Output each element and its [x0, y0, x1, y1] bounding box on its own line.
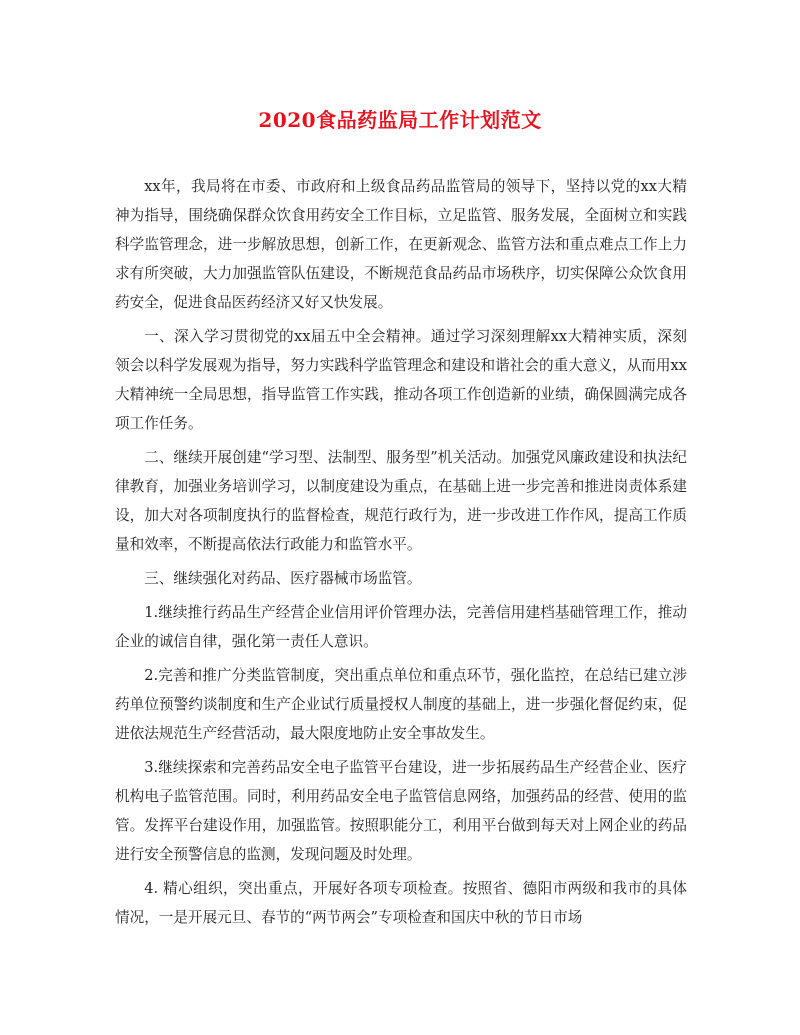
- paragraph-section-1: 一、深入学习贯彻党的xx届五中全会精神。通过学习深刻理解xx大精神实质，深刻领会以科学发展观为指导，努力实践科学监管理念和建设和谐社会的重大意义，从而用xx大精神统一全局思想，指导监管工作实践，推动各项工作创造新的业绩，确保圆满完成各项工作任务。: [115, 328, 687, 432]
- paragraph-item-4: 4. 精心组织，突出重点，开展好各项专项检查。按照省、德阳市两级和我市的具体情况，一是开展元旦、春节的“两节两会”专项检查和国庆中秋的节日市场: [115, 880, 687, 926]
- paragraph-section-3-heading: 三、继续强化对药品、医疗器械市场监管。: [144, 570, 422, 587]
- paragraph-item-2: 2.完善和推广分类监管制度，突出重点单位和重点环节，强化监控，在总结已建立涉药单位预警约谈制度和生产企业试行质量授权人制度的基础上，进一步强化督促约束，促进依法规范生产经营活动，最大限度地防止安全事故发生。: [115, 667, 687, 742]
- document-body: [115, 172, 687, 937]
- paragraph-item-1: 1.继续推行药品生产经营企业信用评价管理办法，完善信用建档基础管理工作，推动企业的诚信自律，强化第一责任人意识。: [115, 604, 687, 650]
- paragraph-item-3: 3.继续探索和完善药品安全电子监管平台建设，进一步拓展药品生产经营企业、医疗机构电子监管范围。同时，利用药品安全电子监管信息网络，加强药品的经营、使用的监管。发挥平台建设作用，加强监管。按照职能分工，利用平台做到每天对上网企业的药品进行安全预警信息的监测，发现问题及时处理。: [115, 759, 687, 863]
- paragraph-section-2: 二、继续开展创建“学习型、法制型、服务型”机关活动。加强党风廉政建设和执法纪律教育，加强业务培训学习，以制度建设为重点，在基础上进一步完善和推进岗责体系建设，加大对各项制度执行的监督检查，规范行政行为，进一步改进工作作风，提高工作质量和效率，不断提高依法行政能力和监管水平。: [115, 449, 687, 553]
- document-title: 2020食品药监局工作计划范文: [258, 108, 542, 132]
- paragraph-intro: xx年，我局将在市委、市政府和上级食品药品监管局的领导下，坚持以党的xx大精神为指导，围绕确保群众饮食用药安全工作目标，立足监管、服务发展，全面树立和实践科学监管理念，进一步解放思想，创新工作，在更新观念、监管方法和重点难点工作上力求有所突破，大力加强监管队伍建设，不断规范食品药品市场秩序，切实保障公众饮食用药安全，促进食品医药经济又好又快发展。: [115, 178, 687, 311]
